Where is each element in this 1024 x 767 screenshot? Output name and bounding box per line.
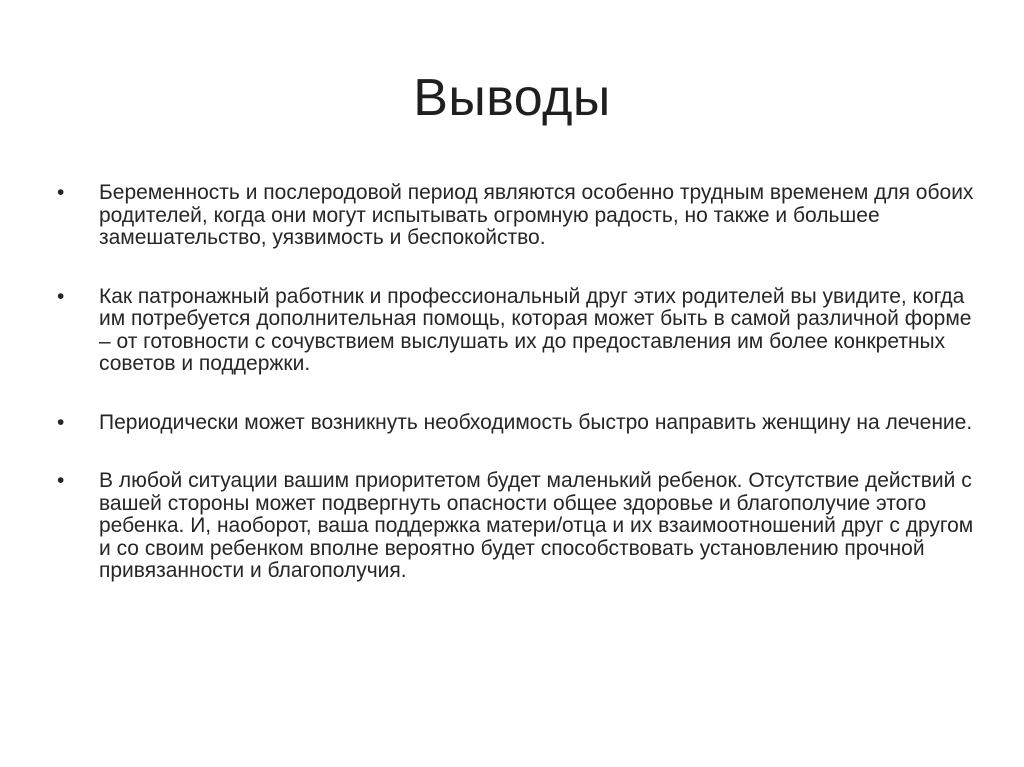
- bullet-text: Периодически может возникнуть необходимость быстро направить женщину на лечение.: [99, 410, 973, 434]
- bullet-text: Беременность и послеродовой период являются особенно трудным временем для обоих родителей, когда они могут испытывать огромную радость, но также и большее замешательство, уязвимость и беспокойство.: [99, 181, 974, 249]
- bullet-list: [57, 182, 977, 619]
- bullet-text: Как патронажный работник и профессиональный друг этих родителей вы увидите, когда им потребуется дополнительная помощь, которая может быть в самой различной форме – от готовности с сочувствием выслушать их до предоставления им более конкретных советов и поддержки.: [99, 284, 972, 375]
- bullet-item-3: [57, 412, 977, 435]
- bullet-dot-icon: •: [57, 469, 65, 492]
- bullet-text: В любой ситуации вашим приоритетом будет маленький ребенок. Отсутствие действий с вашей стороны может подвергнуть опасности общее здоровье и благополучие этого ребенка. И, наоборот, ваша поддержка матери/отца и их взаимоотношений друг с другом и со своим ребенком вполне вероятно будет способствовать установлению прочной привязанности и благополучия.: [99, 469, 974, 582]
- bullet-item-1: [57, 182, 977, 250]
- bullet-item-4: [57, 470, 977, 583]
- bullet-dot-icon: •: [57, 284, 65, 308]
- bullet-dot-icon: •: [57, 181, 65, 204]
- slide-title: Выводы: [413, 69, 611, 127]
- bullet-dot-icon: •: [57, 410, 65, 434]
- bullet-item-2: [57, 286, 977, 376]
